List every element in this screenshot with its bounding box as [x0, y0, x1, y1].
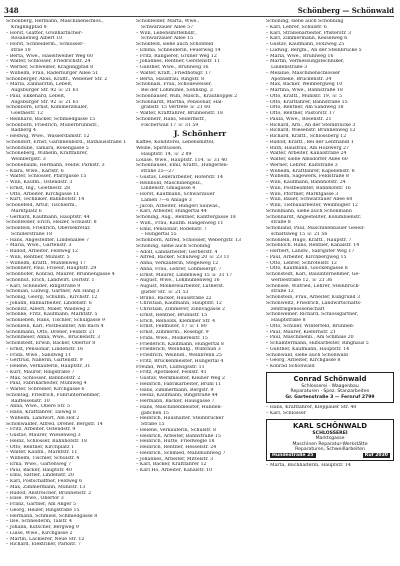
list-item: – Gustav, Kaufmann, Holzweg 25	[266, 42, 345, 47]
list-item: – Ernst, Maurer, Lindenweg 15 ☏ 31 17	[136, 272, 233, 278]
ad-line: Marktsgasse	[315, 436, 345, 442]
list-item: – Max, Schlosser, Bahnhofstr. 2	[6, 375, 81, 381]
list-item: – Helene, Verkäuferin, Schulstr. 8	[136, 427, 216, 433]
list-item: – Walter, Kraftfahrer, Brunnenstr. 18	[136, 111, 223, 116]
list-item: – Karl, Arbeiter, Hungertal 44	[136, 209, 207, 215]
list-item: – Willi, Rentner, Mühlstr. 5	[6, 254, 70, 260]
ad-line: Reparaturen · Spez. Stanzarbeiten	[290, 389, 370, 395]
list-item: Schönlein, Hugo, Kraftf., Haupstr. 7	[266, 237, 352, 243]
list-item: Straße 15	[141, 422, 165, 427]
page-number: 348	[4, 5, 19, 15]
list-item: – Georg, Arbeiter, Kirchgasse 8	[266, 358, 341, 364]
list-item: Schönherr, Hans, Seilermstr.,	[136, 116, 207, 122]
list-item: – Paul, Bäcker, Hauptstr. 40	[6, 467, 72, 473]
list-item: – Walter, Arbeiter, Kanalstraße 24	[266, 151, 347, 157]
list-item: – Helene, Verkäuferin, Hauptstr. 31	[6, 364, 91, 369]
list-item: Marktplatz 6	[11, 208, 42, 214]
list-item: Schönhauser, Willi, Masch., Krautkoppel 2	[136, 93, 238, 99]
list-item: – Walter, Schlosser, Friedrichstr. 24	[6, 59, 91, 65]
list-item: zentralgenossenschaft	[271, 306, 325, 312]
list-item: – Wilhelm, Kraftf., Mühlenweg 17	[6, 260, 86, 266]
list-item: Schönsee, Wilfried, Lehrer, Steinbrück-	[266, 283, 360, 289]
list-item: Schönhals, Frau, Schöneweiser,	[136, 82, 212, 88]
list-item: – Emma, Schneiderin, Feuerweg 14	[136, 47, 221, 53]
list-item: Goethestr. 12	[11, 111, 43, 116]
list-item: – Willi, Postbeamter, Bahnhofstr. 16	[266, 185, 351, 191]
list-item: – Horst, Schneiderm., Schlosser-	[6, 42, 84, 47]
list-item: – Gerhard, Kaufmann, Hauptstr. 44	[6, 214, 90, 220]
list-item: Schönhut, Erich, Landwirt, Dorfstr. 1	[6, 277, 95, 283]
list-item: – Willi, Kaufmann, Bahnhofstr. 24	[266, 180, 346, 185]
list-item: – Paul, Maschinenb., Am Schmale 20	[266, 335, 354, 341]
list-item: – Richard, Elektriker, Parkstr. 7	[6, 542, 81, 548]
list-item: – Wilhelm, Landwirt, Am Hof 2	[6, 415, 80, 421]
list-item: gäßchen 15	[141, 410, 169, 416]
list-item: – Anna, Wwe., Obere Str. 5	[6, 404, 71, 410]
list-item: – Rudolf, Arbeiter, Feldweg 12	[6, 249, 79, 254]
list-item: – Hedwig, Wwe., Wasserdamstr. 12	[6, 134, 90, 139]
list-item: – Klara, Wwe., Karlstr. 6	[6, 168, 64, 174]
list-item: – Wilhelm, Tischler, Schulstr. 4	[6, 456, 80, 461]
list-item: – Friederich, Kaufmann, Hungertal 8	[136, 341, 224, 347]
list-item: Schöndube, Tamara, Rosengasse 5	[6, 145, 89, 151]
list-item: Louise, Wwe., Hauptstr. 114, ☏ 31 40	[136, 157, 228, 163]
list-item: guster Str. ☏ 21 53	[141, 289, 189, 295]
list-item: Schönitz, Albert, Maler, Waldweg 2	[6, 306, 90, 312]
list-item: Schönhofer, Konrad, Maurer, Brunnengasse 4	[6, 272, 115, 277]
section-heading: J. Schönherr	[173, 129, 227, 139]
list-item: – Fritz, Brückenmeister, Hungertal 4	[136, 358, 224, 364]
list-item: – Ernst, Pensionär, Lindenstr. 16	[6, 346, 84, 352]
list-item: Schillerstraße 18	[11, 231, 53, 237]
list-item: Schöning, Aug., Rentner, Kanttergasse 18	[136, 215, 236, 220]
list-item: – Walter, Schlosser, Pfarrgasse 15	[6, 174, 87, 180]
list-item: – Christian, Zimmerer, Zinnvagasse 2	[136, 307, 225, 312]
list-item: – Karl, Lehrer, Schulstr. 6	[266, 24, 327, 30]
list-item: – Heinrich, Haushalter, Steinbrücker	[136, 416, 224, 422]
list-item: – Johannes, Arbeiter, Mittelstr. 3	[136, 456, 214, 462]
ad-line: Maschinen Reparatur-Werkstätte	[292, 441, 368, 447]
list-item: – Walter, Kraft., Friedhofsgr. 17	[136, 70, 211, 76]
ad-line: Schlosserei · Waagenbau	[301, 383, 359, 389]
list-item: – Emil, Sattler, Lindenstr. 20	[6, 473, 74, 479]
ad-title: KARL SCHÖNWALD	[292, 421, 368, 430]
list-item: – Heinrich, Fabrikarbeiter, Brühl 11	[136, 381, 222, 387]
list-item: Lindenstraße 3	[271, 65, 308, 70]
list-item: – Martin, Lackierer, Neue Str. 12	[6, 536, 85, 542]
list-item: Schönhausel, Emil, Kraftf., Hungerlen-	[136, 163, 229, 169]
list-item: – Otto, Rentner, Am Sandweg 18	[266, 105, 344, 111]
list-item: – Willi, Tiefbauarbeiter, Weinhügler 12	[266, 203, 358, 208]
list-item: Schöndorf, Ernst, Gardinenbord., Rathausstraße 1	[6, 139, 127, 145]
ad-contact-row	[270, 453, 390, 459]
list-item: – August, Molkereiarbeiter, Lutherst.	[136, 284, 225, 289]
list-item: Lamen 7—6 Anlage 3	[141, 197, 192, 203]
list-item: Weinbergstr. 3	[11, 157, 46, 162]
list-item: – Hans, Kraftfahrer, Kleppauer Str. 40	[266, 405, 357, 411]
list-item: Bei der Lohmühle, Sonnsbg. 2	[141, 88, 213, 93]
list-item: Schönke, Fritz, Kaufmann, Marktstr. 5	[6, 312, 98, 318]
list-item: – Kurt, Techniker, Bahnhofstr. 14	[6, 197, 85, 203]
list-item: – Ludwig, Bergm., An der Steinbrücke 5	[266, 47, 362, 53]
list-item: – Ilse, Schneiderin, Talstr. 4	[6, 519, 73, 525]
list-item: – Richard, Arb., An der Steinbrücke 3	[266, 122, 356, 128]
list-item: – Gustav, Lederarbeiter, Hoferstr. 14	[136, 174, 223, 180]
list-item: Fischerwall 17 ☏ 31 59	[141, 122, 199, 128]
list-item: Schönefeld, Artur, Tischlerm.,	[6, 203, 78, 208]
list-item: – Reinhold, Maschinengelz.,	[136, 180, 203, 186]
list-item: – Kurt, Maurer, Ringstraße 7	[6, 369, 75, 375]
list-item: – Ruth, Hausfrau, Am Holzwerg 27	[266, 145, 350, 151]
list-item: Kraglingpfad 8	[11, 24, 47, 30]
list-item: – Bruno, Bäcker, Hausstraße 22	[136, 295, 212, 301]
list-item: straße 12	[271, 289, 294, 295]
list-item: – Otto, Schüler, Winterfeld, Brunnen-	[266, 323, 355, 329]
list-item: – Hans, Maschinenmeister, Hunnen-	[136, 404, 223, 410]
list-item: – Richard, Wiesenstr. Brunnenweg 12	[266, 128, 356, 134]
list-item: – Günther, Wwe., Brühlweg 16	[136, 65, 209, 70]
list-item: – Adolf, Landarbeiter, Gerberstr. 4	[136, 249, 218, 255]
list-item: Schönebaum, Hermann, Feldw. Parkstr. 3	[6, 162, 105, 168]
list-item: – Heinrich, Arbeiter, Bahnstraße 15	[136, 433, 221, 439]
list-item: – Otto, Kaufmann, Glockengasse 8	[266, 266, 348, 272]
list-item: – Anna, Frau, Lehrer, Lohmeiergr. 7	[136, 266, 222, 272]
list-item: – Fritz, Apotheker, Feldstr. 41	[136, 370, 207, 376]
advertisement-karl	[266, 419, 394, 462]
list-item: Schönmann, Otto, Dreher, Feldstr. 21	[6, 329, 95, 335]
list-item: Lindenstr. Gmagasse 4	[141, 186, 196, 192]
list-item: – Johannes, Rentner, Gerstenstr. 11	[136, 59, 221, 65]
list-item: Schönfeld, Friedrich, Obersekretär,	[6, 226, 91, 231]
list-item: Schönig, Georg, Schuhm., Kirchstr. 12	[6, 295, 98, 300]
list-item: Schwarzauer Allee 15	[141, 36, 194, 42]
list-item: – Reinhard, Bäcker, Schmiedgasse 15	[6, 116, 96, 122]
list-item: Hauptstr. 14, ☏ 2 89	[141, 151, 192, 157]
list-item: strahe 25—27	[141, 169, 175, 174]
list-item: – Konrad Schönwald	[266, 364, 315, 369]
list-item: – Otto, Lehrer, Schrötelstr. 12	[266, 260, 337, 266]
list-item: – Johann, Kutscher, Bergweg 9	[6, 525, 79, 530]
list-item: Augsburger Str. 92 ☏ 21 61	[11, 99, 79, 105]
list-item: – Richard, Kraftf., Schlossberg 12	[266, 134, 347, 139]
list-item: Schönwälder, Alfred, Dreher, Bergstr. 14	[6, 421, 103, 427]
page-title: Schönberg — Schönwald	[297, 5, 394, 15]
list-item: – Emil, Pensionär, Rodenstr. 7	[136, 226, 207, 232]
list-item: – Paul, Arbeiter, Kirchbergweg 15	[266, 254, 347, 260]
list-item: – Werner, Lehrer, Kaltstraße 3	[266, 162, 338, 168]
list-item: – Melanie, Maschinenschlosser	[266, 70, 341, 76]
list-item: – Rudolf, Kraftf., Bei der Lenthandl 1	[266, 139, 354, 145]
column-2	[136, 19, 264, 559]
list-item: strae 10	[11, 47, 31, 53]
list-item: Schönlein, Karl, Postbeamter, Am Bach 4	[6, 323, 104, 329]
list-item: – Paula, Wwe., Rosenstr. 21	[266, 116, 332, 122]
list-item: – Fritz, Rangierer, Grüner Weg 12	[136, 53, 217, 59]
list-item: Schönborn, Alfred, Schlosser, Webergstr. 13	[136, 238, 242, 243]
list-item: – Christian, Kaufmann, Hauptstr. 12	[136, 301, 222, 307]
list-item: – Franz, Gärtner, Am Anger 5	[6, 502, 76, 507]
list-item: – Paul, Fabrikarbeiter, Mühlweg 4	[6, 381, 87, 387]
list-item: – Willi, Bauer, Schwarzauer Allee 60	[266, 197, 353, 203]
list-item: Schönberger, Alois, Kraftf., Webener Str. 2	[6, 76, 108, 82]
list-item: – Maria, Wwe., Brühlweg 16	[266, 53, 334, 59]
list-item: Kaffee, Konditorei, Lebensmittel,	[136, 140, 215, 146]
list-item: – Otto, Rentner, Pastorstr. 17	[266, 111, 336, 116]
list-item: Schönberg, Hermann, Maschinenschlos.,	[6, 19, 104, 24]
list-item: – Heinz, Schlosser, Bahnhofstr. 18	[6, 438, 87, 444]
list-item: – Walter, Kaufm., Marktstr. 11	[6, 450, 78, 456]
list-item: – Heinz, Kaufmann, Ringstraße 44	[136, 393, 218, 399]
list-item: – Friederich, Weinhdlg., Wilbraun 3	[136, 347, 221, 353]
ad-address: Gr. Gartenstraße 3 — Fernruf 2799	[285, 394, 375, 400]
advertisement-conrad	[266, 372, 394, 404]
list-item: Schönhardt, Angestellter, Kolumbienstr.	[266, 214, 362, 220]
list-item: – Hans, Kraftfahrer, Talweg 8	[6, 410, 76, 415]
list-item: Schönfelder, Marta, Wwe.,	[136, 19, 200, 24]
list-item: – Ernst, Rentner, Brunnstr. 15	[136, 312, 208, 318]
list-item: – Paul, Maurer, Kiefernstr. 21	[266, 329, 336, 335]
list-item: Schwarzauer Allee 57	[141, 24, 194, 30]
list-item: – Ernst, Zimmerm., Rosengr. 9	[136, 330, 209, 335]
list-item: – Otto, Rentner, Kirchplatz 1	[6, 444, 74, 450]
list-item: – August, Wwe., Lohmühlenweg 16	[136, 278, 220, 284]
list-item: – Werner, Schweißer, Kraglingpfad 8	[6, 65, 94, 70]
list-item: – Fritz, Arbeiter, Ostendstr. 9	[6, 427, 76, 433]
list-item: Freund, Wirt, Ludwigsstr. 11	[136, 364, 205, 370]
list-item: Schönfeld, siehe auch Schönfeld	[136, 42, 214, 47]
list-item: – Berta, Hausfrau, Ringstr. 8	[136, 76, 205, 82]
list-item: – Hermann, Schmied, Schmiedgasse 8	[6, 513, 98, 519]
ad-line: Reparaturen, Schweißarbeiten	[295, 447, 365, 453]
list-item: – Hans, Angestellter, Lindenallee 7	[6, 237, 89, 243]
list-item: Radberg 4	[11, 128, 36, 134]
list-item: – Karl, Zimmermann, Kesselweg 6	[266, 36, 348, 42]
column-1	[6, 19, 134, 559]
list-item: Schönloch, Hans, Rentner, Kanalstr. 14	[266, 243, 360, 249]
list-item: Schönweitz, Friedrich, Landwirtschafts-	[266, 300, 362, 306]
list-item: – Otto, Kraftfahrer, Bahnstraße 15	[266, 99, 348, 105]
list-item: – Maria, Wwe., Gartenstr. 3	[6, 243, 72, 249]
list-item: schaftsweg 15 ☏ 21 56	[271, 231, 328, 237]
column-3	[266, 19, 394, 559]
page-header	[4, 4, 394, 17]
list-item: – Wilhelm, Frau, Raderburger Allee 51	[6, 70, 99, 76]
list-item: – Alfred, Bäcker, Schulweg 20 ☏ 23 11	[136, 255, 230, 261]
list-item: grabstr. 15 Vertrete ☏ 21 60	[141, 105, 211, 111]
list-item: – Wilh., Frau, Kaufm. Rangenweg 11	[136, 220, 224, 226]
list-item: Schönhardt, Martha, Pensionär, Hal-	[136, 99, 224, 105]
list-item: – Frida, Wwe., Molkerelstr. 15	[136, 335, 208, 341]
list-item: – Jacob, Arbeiter, Hungerl Sauwas.,	[136, 203, 221, 209]
list-item: Schönwald, siehe auch Schönwald	[266, 352, 348, 358]
list-item: Schönweiner, Richard, Schlossgärtner,	[266, 312, 359, 318]
list-item: Schönleben, Hans, Tischler, Schulgasse 9	[6, 318, 105, 323]
list-item: Schönstedt, Erwin, Bäcker, Obertor 8	[6, 341, 96, 346]
list-item: – Marta, Buchhalterin, Hauptstr. 14	[266, 463, 351, 469]
list-item: – Karl, Postschaffner, Feldweg 6	[6, 479, 83, 484]
list-item: – Heinrich, Hütte, Friedwegle 18	[136, 439, 215, 445]
list-item: werbestraße 12, ☏ 21 36	[271, 277, 333, 283]
list-item: straße 8	[271, 220, 291, 226]
list-item: Schönland, Paul, Maschinenbauer Gesell-	[266, 226, 365, 231]
list-item: – Gertrud, Näherin, Gartenstr. 9	[6, 358, 83, 364]
list-item: – Berta, Wwe., Haseltweiher Weg 60	[6, 53, 93, 59]
list-item: Weine, Spirituosen,	[136, 146, 183, 151]
list-item: – Gustav, Werkmeister, Kleiner Weg 2	[136, 376, 226, 381]
list-item: – Willi, Kaufm., Ostendstr. 3	[6, 180, 73, 185]
list-item: – Horst, Glätter, Großhärtlicher-	[6, 30, 83, 36]
list-item: – Karl, Bäcker, Kraftfahrer 12	[136, 462, 207, 468]
list-item: Schönherr, Paul, Friseur, Hauptstr. 29	[6, 266, 97, 272]
ad-address: Hundestraße 25	[272, 452, 314, 458]
list-item: – Horst, Kaufmann, Schwarzauer	[136, 192, 215, 197]
list-item: Hauptstraße 8	[271, 318, 306, 323]
list-item: – Karl, Schlosser	[266, 411, 306, 416]
list-item: – Otto, Kraftf., Mühlstr. 19, ☏ 5	[266, 93, 343, 99]
list-item: – Gustav, Maurer, Wiesenweg 3	[6, 433, 81, 438]
list-item: – Karl, Schneider, Ringstraße 9	[6, 283, 81, 289]
list-item: – Paul, Ekkehard, Lebelt,	[6, 93, 66, 99]
list-item: – Friedrich, Weinhdl., Weinbrenn 25	[136, 353, 222, 358]
list-item: – Max, Bäcker, Weinbergweg 10	[266, 82, 343, 88]
list-item: Schönstein, Frau, Arbeiter, Kuhgrund 3	[266, 295, 360, 300]
list-item: Schöntag, Friedrich, Fuhrunternehmer,	[6, 392, 101, 398]
list-item: – Otto, Arbeiter, Kirchgasse 11	[6, 191, 80, 197]
list-item: – Georg, Heizer, Ringstraße 15	[6, 507, 80, 513]
list-item: – Luise, Wwe., Kirchgasse 2	[6, 530, 73, 536]
list-item: Schönborn, Ernst, Kommerzmaler,	[6, 105, 89, 111]
list-item: Schönborn, Friedrich, Müllerbrunnstr.,	[6, 122, 100, 128]
list-item: – Wilhelm, Sägewerk, Feldstraße 8	[266, 174, 349, 180]
list-item: – Martin, Vermessungstechniker,	[266, 59, 345, 65]
list-item: Schöning, siehe auch Schönning	[266, 19, 344, 24]
list-item: – Hermann, Bäcker, Hausgasse 7	[136, 399, 215, 404]
list-item: – Karl Ho, Arbeiter, Kanalstr. 10	[136, 468, 213, 473]
list-item: – Ernst, Ing., Goethestr. 28	[6, 185, 71, 191]
list-item: Schönmeier, Anna, Wwe., Brückenstr. 3	[6, 335, 101, 341]
list-item: – Anna, Verkäuferin, Stegelweg 12	[136, 261, 219, 266]
list-item: – Willi, Lebensmittelhdlr.,	[136, 30, 197, 36]
list-item: – Frida, Wwe., Sandweg 11	[6, 352, 71, 358]
list-item: – Erich, Reinolds, Klemmer Str. 4	[136, 318, 216, 324]
list-item: Schönfelder, Erich, Heizer, Schulstr. 8	[6, 220, 97, 226]
list-item: – Herbert, Landw., Salrigster Weg 17	[266, 249, 355, 254]
list-item: – Walter, siehe Amsdorfer Allee 60	[266, 157, 348, 162]
list-item: Schönstedt, Karl, Bauunternehmer, Ge-	[266, 272, 360, 277]
list-item: – Wilhelm, Kraftfahrer, Kapellenstr. 8	[266, 168, 355, 174]
list-item: Apotheke, Brückenstr. 34	[271, 76, 332, 82]
list-item: – Hans, Zimmermann, Bergstr. 9	[136, 387, 214, 393]
list-item: – Günther, Kaufmann, Hauptstr. 14	[266, 346, 350, 352]
list-item: – Martina, Wwe., Bahnstraße 18	[266, 88, 343, 93]
list-item: – Max, Zimmermann, Mühlstr. 13	[6, 484, 86, 490]
list-item: – Hungertal 55	[141, 232, 177, 238]
ad-title: Conrad Schönwald	[293, 374, 367, 383]
list-item: – Maria, Zahnärztin, Lebelt,	[6, 82, 73, 88]
list-item: Schöneberg, Wilhelm, Kraftfahrer,	[6, 151, 88, 157]
list-item: – Elise, Wwe., Obertor 3	[6, 496, 64, 502]
list-item: Schöning, siehe auch Schöning	[136, 243, 211, 249]
list-item: – Walter, Schreiner, Kirchgasse 6	[6, 387, 85, 392]
list-item: – Willi, Pförtner, Marktgasse 3	[266, 191, 339, 197]
list-item: – Ernst, Feldhüter, 17 ☏ 1 80	[136, 324, 207, 330]
list-item: Raiffeisenstr. 10	[11, 398, 50, 404]
list-item: – Karl, Straßenarbeiter, Pfisterstr. 3	[266, 30, 352, 36]
list-item: – Rudolf, Anstreicher, Brunnenstr. 2	[6, 490, 92, 496]
list-item: – Erna, Wwe., Gartenweg 7	[6, 461, 72, 467]
list-item: Schönian, Ludwig, Gärtner, Am Hang 3	[6, 289, 100, 295]
list-item: Rosalienwg Albert 10	[11, 36, 63, 42]
list-item: – Heinrich, Rentner, Hesselstr. 24	[136, 445, 217, 450]
list-item: Augsburger Str. 92 ☏ 21 61	[11, 88, 79, 93]
list-item: – Schamtermann, Hilfsarbeiter, Ringhaus 5	[266, 341, 369, 346]
ad-line: SCHLOSSEREI	[312, 430, 348, 436]
list-item: – Heinrich, Schmied, Mahlmühlweg 7	[136, 450, 226, 456]
ad-phone: Ruf 2030	[364, 452, 388, 458]
list-item: – Johann, Bahnarbeiter, Lindenstr. 6	[6, 300, 92, 306]
list-item: Schönmann, siehe auch Schönmann	[266, 208, 352, 214]
